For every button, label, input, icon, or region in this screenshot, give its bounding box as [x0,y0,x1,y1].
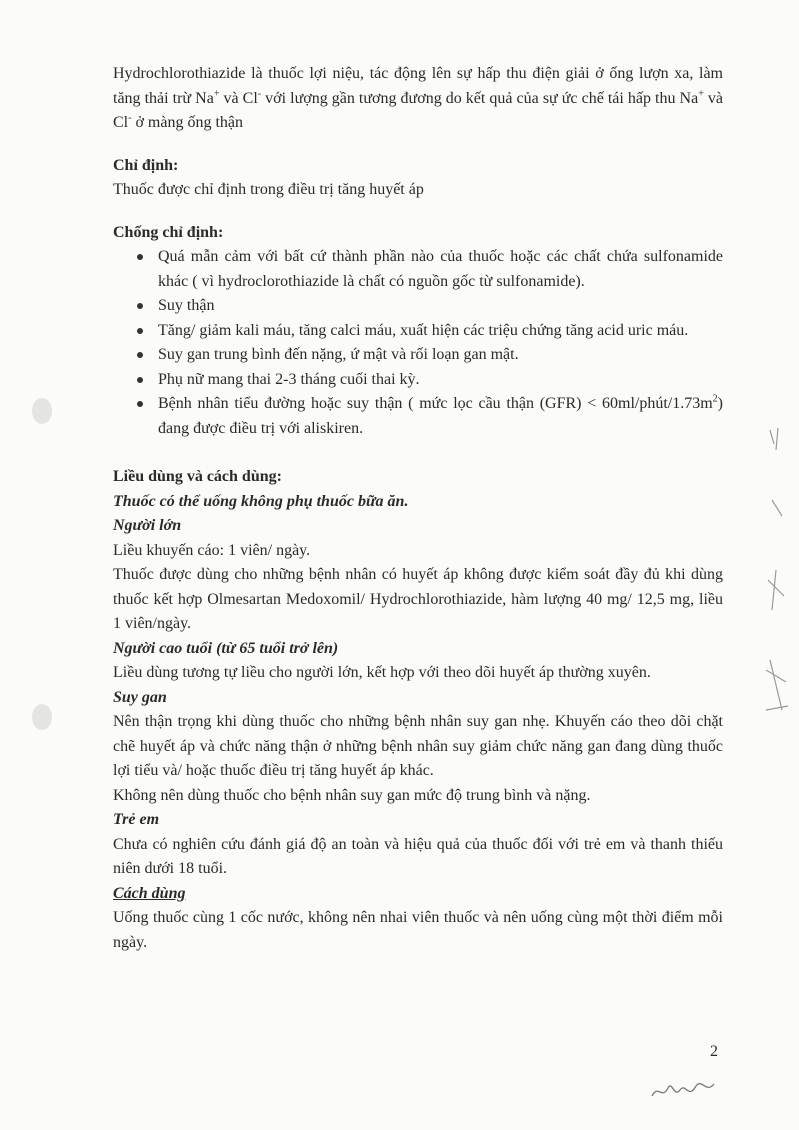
list-item: Phụ nữ mang thai 2-3 tháng cuối thai kỳ. [113,368,723,393]
bullet-icon [137,328,143,334]
adults-heading: Người lớn [113,517,182,534]
bullet-icon [137,377,143,383]
bullet-icon [137,352,143,358]
punch-hole [32,704,52,730]
list-item: Tăng/ giảm kali máu, tăng calci máu, xuất hiện các triệu chứng tăng acid uric máu. [113,319,723,344]
bullet-icon [137,401,143,407]
dosage-heading: Liều dùng và cách dùng: [113,468,282,485]
contraindication-heading: Chống chỉ định: [113,223,224,241]
children-heading: Trẻ em [113,811,160,828]
handwritten-initials [648,1070,728,1106]
bullet-icon [137,303,143,309]
liver-text: Nên thận trọng khi dùng thuốc cho những bệnh nhân suy gan nhẹ. Khuyến cáo theo dõi chặt chẽ huyết áp và chức năng thận ở những bệnh nhân suy giảm chức năng gan đang dùng thuốc lợi tiểu và/ hoặc thuốc điều trị tăng huyết áp khác. [113,713,723,779]
contraindication-list [113,245,723,441]
edge-stamp-marks [762,420,792,720]
administration-heading: Cách dùng [113,884,186,902]
punch-hole [32,398,52,424]
document-body [113,62,723,955]
children-text: Chưa có nghiên cứu đánh giá độ an toàn và hiệu quả của thuốc đối với trẻ em và thanh thiếu niên dưới 18 tuổi. [113,835,723,877]
list-item: Bệnh nhân tiểu đường hoặc suy thận ( mức lọc cầu thận $(GFR) < 60ml/phút/1.73m^2$) đang được điều trị với aliskiren. [113,392,723,441]
liver-heading: Suy gan [113,688,167,706]
indication-text: Thuốc được chỉ định trong điều trị tăng huyết áp [113,181,424,198]
list-item: Suy thận [113,294,723,319]
administration-text: Uống thuốc cùng 1 cốc nước, không nên nhai viên thuốc và nên uống cùng một thời điểm mỗi ngày. [113,909,723,951]
liver-text-2: Không nên dùng thuốc cho bệnh nhân suy gan mức độ trung bình và nặng. [113,786,591,804]
indication-heading: Chỉ định: [113,156,179,174]
page-number: 2 [710,1043,718,1060]
adults-dose: Liều khuyến cáo: 1 viên/ ngày. [113,541,311,559]
bullet-icon [137,254,143,260]
dosage-subheading: Thuốc có thể uống không phụ thuốc bữa ăn. [113,492,409,510]
elderly-heading: Người cao tuổi (từ 65 tuổi trở lên) [113,639,339,657]
elderly-text: Liều dùng tương tự liều cho người lớn, kết hợp với theo dõi huyết áp thường xuyên. [113,664,651,681]
list-item: Quá mẫn cảm với bất cứ thành phần nào của thuốc hoặc các chất chứa sulfonamide khác ( vì hydroclorothiazide là chất có nguồn gốc từ sulfonamide). [113,245,723,294]
list-item: Suy gan trung bình đến nặng, ứ mật và rối loạn gan mật. [113,343,723,368]
adults-text: Thuốc được dùng cho những bệnh nhân có huyết áp không được kiểm soát đầy đủ khi dùng thuốc kết hợp Olmesartan Medoxomil/ Hydrochlorothiazide, hàm lượng 40 mg/ 12,5 mg, liều 1 viên/ngày. [113,566,723,632]
intro-paragraph: Hydrochlorothiazide là thuốc lợi niệu, tác động lên sự hấp thu điện giải ở ống lượn xa, làm tăng thải trừ Na+ và Cl- với lượng gần tương đương do kết quả của sự ức chế tái hấp thu Na+ và Cl- ở màng ống thận [113,65,724,131]
